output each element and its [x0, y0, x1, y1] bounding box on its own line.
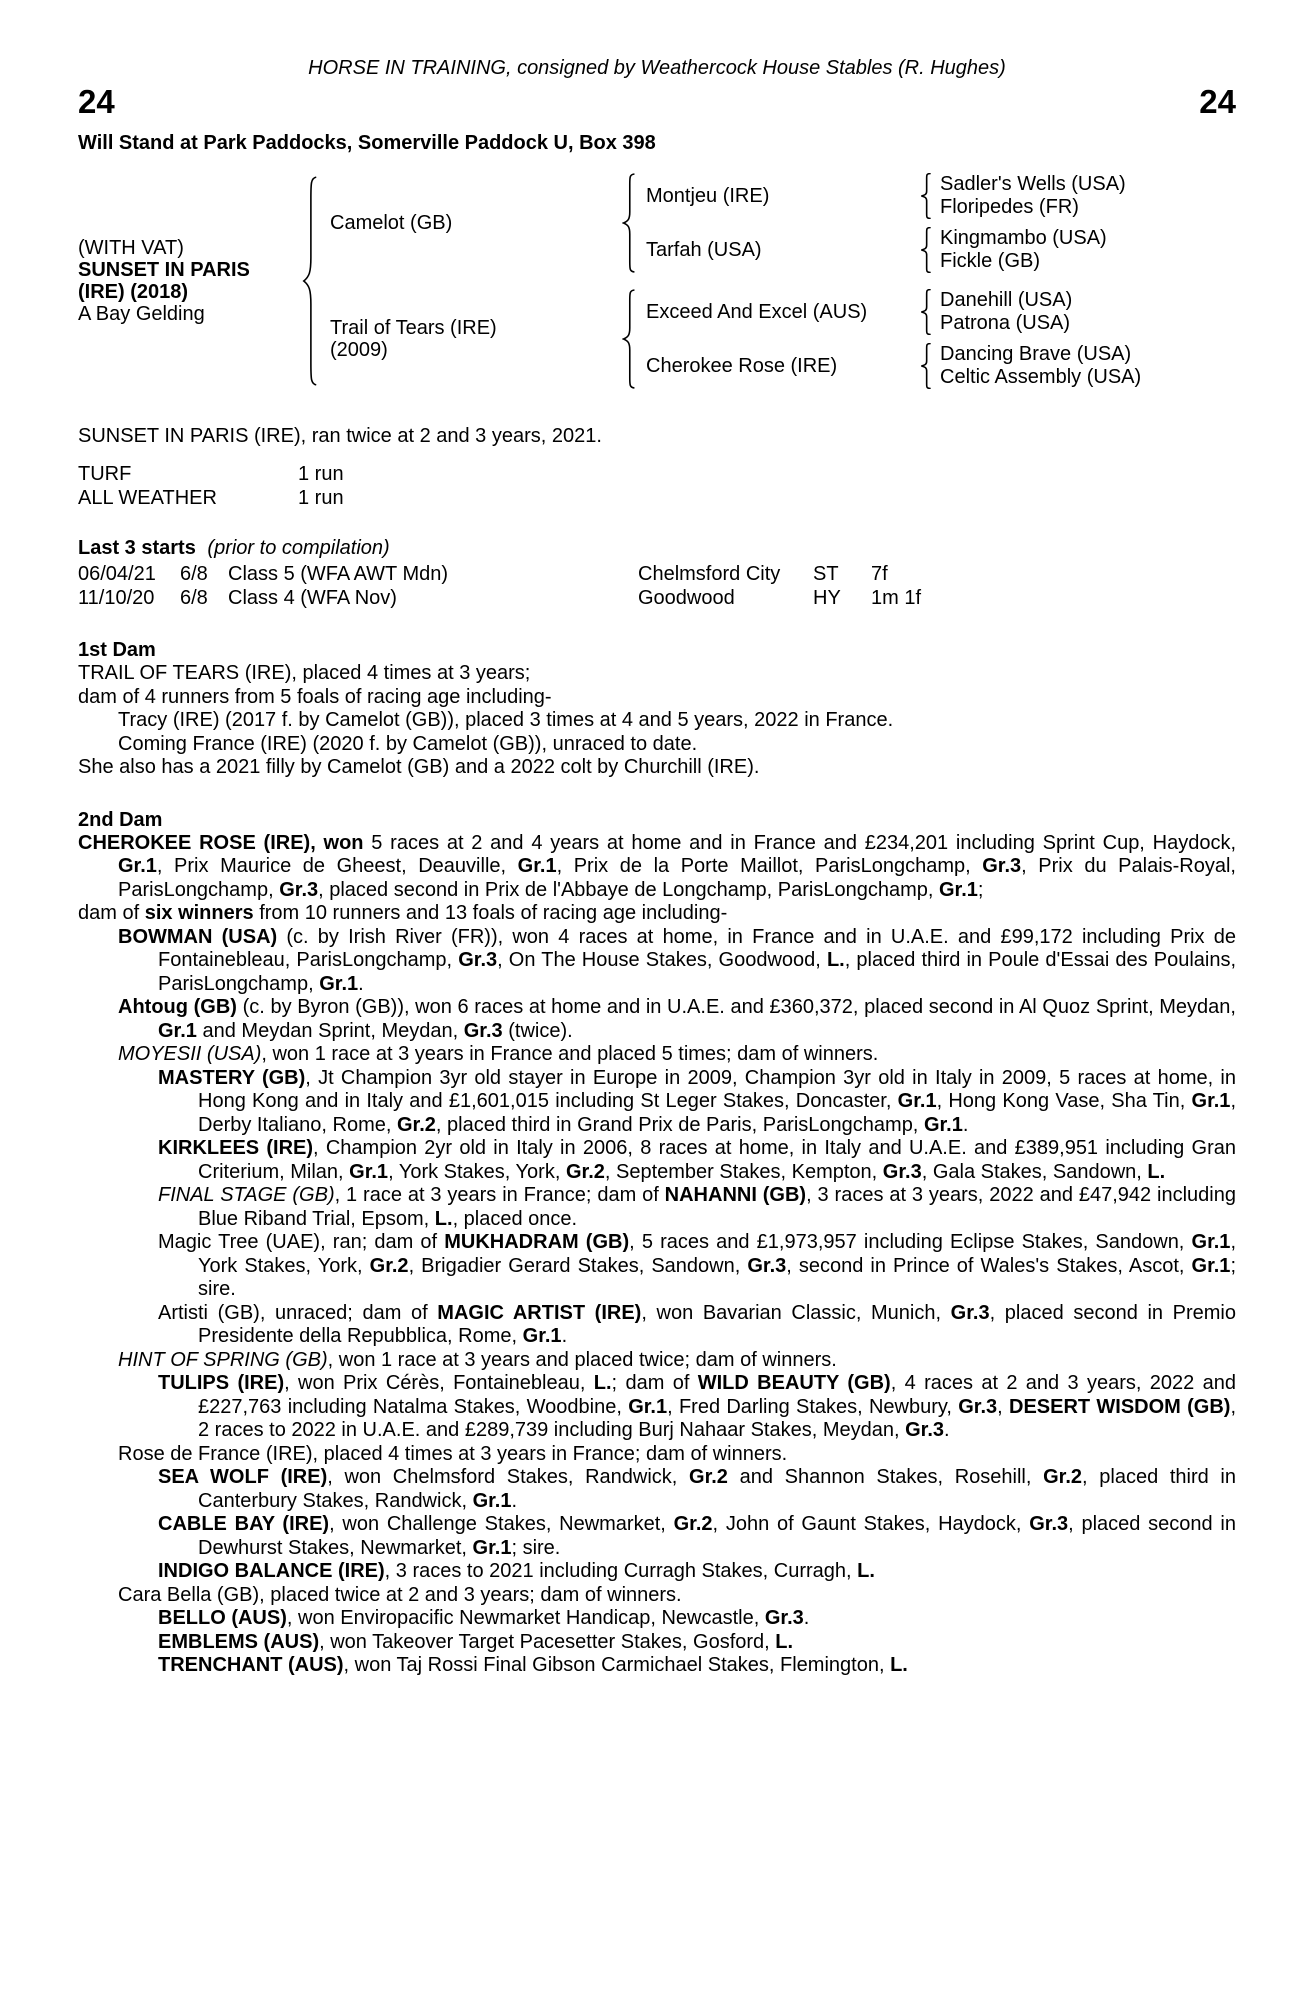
text-segment: Gr.1: [1191, 1254, 1231, 1277]
catalogue-paragraph: [78, 1067, 1236, 1138]
second-dam-paragraphs: [78, 832, 1236, 1678]
dam-sire-branch: [638, 289, 1141, 335]
text-segment: , won Takeover Target Pacesetter Stakes, Gosford,: [319, 1630, 776, 1653]
text-segment: Gr.1: [1191, 1090, 1231, 1113]
ancestor-name: Danehill (USA): [940, 289, 1073, 312]
catalogue-paragraph: [78, 1466, 1236, 1513]
text-segment: Magic Tree (UAE), ran; dam of: [158, 1231, 445, 1254]
horse-description: A Bay Gelding: [78, 303, 205, 326]
sire-sire-name: Montjeu (IRE): [646, 185, 770, 208]
text-segment: , 2 races to 2022 in U.A.E. and £289,739 including Burj Nahaar Stakes, Meydan,: [198, 1395, 1236, 1442]
horse-name: SUNSET IN PARIS: [78, 259, 250, 282]
dam-name: Trail of Tears (IRE) (2009): [330, 317, 497, 362]
text-segment: Artisti (GB), unraced; dam of: [158, 1301, 438, 1324]
text-segment: , 5 races and £1,973,957 including Eclipse Stakes, Sandown,: [629, 1231, 1192, 1254]
catalogue-paragraph: [78, 1631, 1236, 1655]
text-segment: Gr.3: [764, 1607, 804, 1630]
catalogue-paragraph: [78, 686, 1236, 710]
catalogue-paragraph: [78, 756, 1236, 780]
text-segment: L.: [857, 1560, 875, 1583]
start-course: Chelmsford City: [638, 563, 781, 586]
text-segment: .: [561, 1325, 568, 1348]
text-segment: Gr.3: [905, 1419, 945, 1442]
text-segment: DESERT WISDOM (GB): [1009, 1395, 1231, 1418]
catalogue-paragraph: [78, 1372, 1236, 1443]
text-segment: (c. by Byron (GB)), won 6 races at home and in U.A.E. and £360,372, placed second in Al Quoz Sprint, Meydan,: [236, 996, 1236, 1019]
text-segment: NAHANNI (GB): [664, 1184, 807, 1207]
text-segment: Gr.1: [1191, 1231, 1231, 1254]
text-segment: Gr.3: [950, 1301, 990, 1324]
catalogue-paragraph: [78, 1043, 1236, 1067]
pedigree-brace-gen1: [302, 175, 318, 387]
text-segment: , won Enviropacific Newmarket Handicap, Newcastle,: [286, 1607, 765, 1630]
text-segment: Gr.1: [158, 1019, 197, 1042]
text-segment: L.: [890, 1654, 908, 1677]
text-segment: Gr.1: [517, 855, 557, 878]
text-segment: , Jt Champion 3yr old stayer in Europe in 2009, Champion 3yr old in Italy in 2009, 5 races at home, in Hong Kong and in Italy and £1,601,015 including St Leger Stakes, Doncaster,: [198, 1066, 1236, 1113]
sire-branch: [320, 173, 1141, 273]
start-position: 6/8: [180, 587, 208, 610]
dam-dam-branch: [638, 343, 1141, 389]
dam-branch: [320, 289, 1141, 389]
text-segment: .: [358, 972, 364, 995]
start-distance: 1m 1f: [871, 587, 922, 610]
text-segment: , won Taj Rossi Final Gibson Carmichael Stakes, Flemington,: [343, 1654, 891, 1677]
catalogue-paragraph: [78, 1513, 1236, 1560]
ancestor-name: Patrona (USA): [940, 312, 1071, 335]
text-segment: , placed once.: [452, 1207, 578, 1230]
text-segment: L.: [593, 1372, 612, 1395]
text-segment: , second in Prince of Wales's Stakes, Ascot,: [786, 1254, 1192, 1277]
text-segment: and Shannon Stakes, Rosehill,: [727, 1466, 1044, 1489]
text-segment: , Prix de la Porte Maillot, ParisLongchamp,: [556, 855, 983, 878]
text-segment: Cara Bella (GB), placed twice at 2 and 3 years; dam of winners.: [118, 1583, 682, 1606]
text-segment: Gr.3: [458, 949, 498, 972]
text-segment: Gr.1: [939, 878, 978, 901]
ancestor-name: Floripedes (FR): [940, 196, 1079, 219]
text-segment: dam of: [78, 902, 145, 925]
text-segment: 5 races at 2 and 4 years at home and in France and £234,201 including Sprint Cup, Haydock,: [363, 831, 1237, 854]
race-start-row: [78, 586, 1236, 610]
text-segment: , Brigadier Gerard Stakes, Sandown,: [408, 1254, 748, 1277]
text-segment: WILD BEAUTY (GB): [697, 1372, 891, 1395]
catalogue-paragraph: [78, 902, 1236, 926]
start-date: 06/04/21: [78, 563, 156, 586]
horse-info-block: [78, 237, 300, 325]
text-segment: KIRKLEES (IRE): [158, 1137, 314, 1160]
sire-dam-branch: [638, 227, 1126, 273]
text-segment: , September Stakes, Kempton,: [604, 1160, 883, 1183]
start-race: Class 5 (WFA AWT Mdn): [228, 563, 449, 586]
text-segment: Gr.1: [349, 1160, 389, 1183]
last-starts-heading: [78, 536, 1236, 560]
text-segment: MOYESII (USA): [118, 1043, 262, 1066]
text-segment: INDIGO BALANCE (IRE): [158, 1560, 385, 1583]
first-dam-paragraphs: [78, 662, 1236, 780]
text-segment: TRAIL OF TEARS (IRE), placed 4 times at 3 years;: [78, 662, 531, 685]
text-segment: She also has a 2021 filly by Camelot (GB) and a 2022 colt by Churchill (IRE).: [78, 756, 760, 779]
stand-location-line: Will Stand at Park Paddocks, Somerville Paddock U, Box 398: [78, 132, 656, 155]
sire-name: Camelot (GB): [330, 212, 453, 235]
race-record-summary: SUNSET IN PARIS (IRE), ran twice at 2 and 3 years, 2021.: [78, 425, 602, 448]
text-segment: CABLE BAY (IRE): [158, 1513, 330, 1536]
text-segment: , 3 races to 2021 including Curragh Stakes, Curragh,: [384, 1560, 858, 1583]
dam-dam-name: Cherokee Rose (IRE): [646, 355, 838, 378]
text-segment: .: [511, 1489, 518, 1512]
text-segment: Gr.3: [982, 855, 1022, 878]
pedigree-brace-small: [920, 173, 932, 219]
catalogue-paragraph: [78, 926, 1236, 997]
text-segment: , won Chelmsford Stakes, Randwick,: [327, 1466, 690, 1489]
text-segment: L.: [1147, 1160, 1166, 1183]
text-segment: L.: [826, 949, 845, 972]
text-segment: Gr.1: [923, 1113, 963, 1136]
pedigree-generation-2: [320, 173, 1141, 389]
text-segment: EMBLEMS (AUS): [158, 1630, 320, 1653]
text-segment: , won Bavarian Classic, Munich,: [641, 1301, 951, 1324]
text-segment: , placed second in Premio Presidente della Repubblica, Rome,: [198, 1301, 1236, 1348]
ancestor-name: Celtic Assembly (USA): [940, 366, 1142, 389]
text-segment: .: [962, 1113, 969, 1136]
catalogue-paragraph: [78, 1607, 1236, 1631]
catalogue-paragraph: [78, 1137, 1236, 1184]
vat-note: (WITH VAT): [78, 237, 184, 260]
pedigree-tree: [78, 173, 1236, 389]
text-segment: Gr.3: [1029, 1513, 1069, 1536]
start-going: HY: [813, 587, 841, 610]
text-segment: Gr.1: [118, 855, 157, 878]
text-segment: , Prix du Palais-Royal, ParisLongchamp,: [118, 855, 1236, 901]
text-segment: , Derby Italiano, Rome,: [198, 1090, 1236, 1136]
text-segment: ; sire.: [511, 1536, 561, 1559]
text-segment: ; sire.: [198, 1254, 1236, 1301]
text-segment: ;: [977, 878, 984, 901]
surface-label: ALL WEATHER: [78, 487, 217, 510]
text-segment: .: [803, 1607, 810, 1630]
text-segment: , Prix Maurice de Gheest, Deauville,: [156, 855, 518, 878]
text-segment: ,: [997, 1395, 1009, 1418]
text-segment: , placed third in Grand Prix de Paris, ParisLongchamp,: [435, 1113, 924, 1136]
catalogue-paragraph: [78, 709, 1236, 733]
first-dam-heading: 1st Dam: [78, 639, 156, 662]
text-segment: , won 1 race at 3 years in France and placed 5 times; dam of winners.: [261, 1043, 879, 1066]
sire-dam-name: Tarfah (USA): [646, 239, 762, 262]
catalogue-paragraph: [78, 1443, 1236, 1467]
pedigree-brace-small: [920, 343, 932, 389]
catalogue-paragraph: [78, 1584, 1236, 1608]
text-segment: MAGIC ARTIST (IRE): [437, 1301, 642, 1324]
horse-origin-year: (IRE) (2018): [78, 281, 189, 304]
start-date: 11/10/20: [78, 587, 155, 610]
text-segment: (twice).: [502, 1019, 573, 1042]
start-race: Class 4 (WFA Nov): [228, 587, 397, 610]
catalogue-paragraph: [78, 1654, 1236, 1678]
text-segment: , Gala Stakes, Sandown,: [921, 1160, 1148, 1183]
text-segment: , York Stakes, York,: [198, 1231, 1236, 1277]
catalogue-paragraph: [78, 996, 1236, 1043]
text-segment: , John of Gaunt Stakes, Haydock,: [712, 1513, 1030, 1536]
text-segment: Gr.3: [747, 1254, 787, 1277]
second-dam-heading: 2nd Dam: [78, 808, 163, 831]
text-segment: TRENCHANT (AUS): [158, 1654, 344, 1677]
lot-number-left: 24: [78, 83, 115, 120]
sire-sire-branch: [638, 173, 1126, 219]
surface-record-table: [78, 462, 1236, 510]
text-segment: (c. by Irish River (FR)), won 4 races at home, in France and in U.A.E. and £99,172 including Prix de Fontainebleau, ParisLongchamp,: [158, 925, 1236, 972]
text-segment: and Meydan Sprint, Meydan,: [196, 1019, 464, 1042]
text-segment: , Fred Darling Stakes, Newbury,: [667, 1395, 959, 1418]
text-segment: Tracy (IRE) (2017 f. by Camelot (GB)), placed 3 times at 4 and 5 years, 2022 in France.: [118, 709, 894, 732]
text-segment: Gr.3: [279, 878, 319, 901]
text-segment: Gr.2: [673, 1513, 713, 1536]
text-segment: Gr.3: [463, 1019, 503, 1042]
text-segment: six winners: [144, 902, 254, 925]
ancestor-name: Sadler's Wells (USA): [940, 173, 1126, 196]
pedigree-brace-small: [920, 289, 932, 335]
catalogue-paragraph: [78, 1560, 1236, 1584]
catalogue-paragraph: [78, 733, 1236, 757]
text-segment: , Champion 2yr old in Italy in 2006, 8 races at home, in Italy and U.A.E. and £389,951 including Gran Criterium, Milan,: [198, 1137, 1236, 1183]
catalogue-paragraph: [78, 1184, 1236, 1231]
catalogue-paragraph: [78, 662, 1236, 686]
text-segment: Gr.3: [958, 1395, 998, 1418]
text-segment: , 4 races at 2 and 3 years, 2022 and £227,763 including Natalma Stakes, Woodbine,: [198, 1372, 1236, 1418]
text-segment: Gr.1: [522, 1325, 562, 1348]
lot-number-right: 24: [1199, 83, 1236, 120]
text-segment: , placed second in Prix de l'Abbaye de Longchamp, ParisLongchamp,: [318, 878, 939, 901]
text-segment: SEA WOLF (IRE): [158, 1466, 328, 1489]
catalogue-paragraph: [78, 1231, 1236, 1302]
dam-sire-name: Exceed And Excel (AUS): [646, 301, 868, 324]
text-segment: HINT OF SPRING (GB): [118, 1348, 328, 1371]
text-segment: Gr.1: [472, 1536, 512, 1559]
text-segment: , 1 race at 3 years in France; dam of: [334, 1184, 665, 1207]
surface-runs: 1 run: [298, 487, 344, 510]
pedigree-brace-small: [920, 227, 932, 273]
catalogue-paragraph: [78, 1349, 1236, 1373]
text-segment: , On The House Stakes, Goodwood,: [497, 949, 827, 972]
text-segment: Gr.2: [1043, 1466, 1083, 1489]
ancestor-name: Fickle (GB): [940, 250, 1040, 273]
start-going: ST: [813, 563, 839, 586]
ancestor-name: Dancing Brave (USA): [940, 343, 1132, 366]
text-segment: Gr.2: [396, 1113, 436, 1136]
text-segment: FINAL STAGE (GB): [158, 1184, 335, 1207]
pedigree-brace-sire: [622, 173, 636, 273]
text-segment: ; dam of: [611, 1372, 698, 1395]
text-segment: MUKHADRAM (GB): [444, 1231, 630, 1254]
text-segment: L.: [434, 1207, 453, 1230]
consignor-line: HORSE IN TRAINING, consigned by Weathercock House Stables (R. Hughes): [308, 57, 1006, 79]
surface-runs: 1 run: [298, 463, 344, 486]
text-segment: CHEROKEE ROSE (IRE), won: [78, 831, 364, 854]
last-starts-label: Last 3 starts: [78, 537, 196, 560]
text-segment: , won Challenge Stakes, Newmarket,: [329, 1513, 674, 1536]
lot-number-row: [78, 84, 1236, 120]
text-segment: , Hong Kong Vase, Sha Tin,: [936, 1090, 1192, 1113]
text-segment: , placed second in Dewhurst Stakes, Newmarket,: [198, 1513, 1236, 1559]
text-segment: Gr.1: [472, 1489, 512, 1512]
text-segment: , placed third in Poule d'Essai des Poulains, ParisLongchamp,: [158, 949, 1237, 995]
text-segment: Gr.1: [897, 1090, 937, 1113]
text-segment: , York Stakes, York,: [388, 1160, 566, 1183]
text-segment: , placed third in Canterbury Stakes, Randwick,: [198, 1466, 1236, 1512]
text-segment: TULIPS (IRE): [158, 1372, 285, 1395]
text-segment: Rose de France (IRE), placed 4 times at 3 years in France; dam of winners.: [118, 1442, 788, 1465]
text-segment: Gr.2: [369, 1254, 409, 1277]
text-segment: .: [944, 1419, 950, 1442]
text-segment: dam of 4 runners from 5 foals of racing age including-: [78, 685, 552, 708]
text-segment: Gr.1: [319, 972, 359, 995]
start-distance: 7f: [871, 563, 888, 586]
text-segment: Gr.1: [628, 1395, 668, 1418]
last-starts-table: [78, 562, 1236, 610]
text-segment: L.: [775, 1630, 794, 1653]
text-segment: Gr.3: [882, 1160, 922, 1183]
last-starts-note: (prior to compilation): [207, 537, 390, 560]
text-segment: , won 1 race at 3 years and placed twice; dam of winners.: [327, 1348, 837, 1371]
catalogue-paragraph: [78, 832, 1236, 903]
text-segment: , won Prix Cérès, Fontainebleau,: [284, 1372, 594, 1395]
surface-label: TURF: [78, 463, 132, 486]
text-segment: BOWMAN (USA): [118, 925, 278, 948]
text-segment: MASTERY (GB): [158, 1066, 306, 1089]
surface-row: [78, 486, 1236, 510]
race-start-row: [78, 562, 1236, 586]
text-segment: BELLO (AUS): [158, 1607, 287, 1630]
pedigree-brace-dam: [622, 289, 636, 389]
text-segment: Gr.2: [565, 1160, 605, 1183]
text-segment: , 3 races at 3 years, 2022 and £47,942 including Blue Riband Trial, Epsom,: [198, 1184, 1236, 1230]
surface-row: [78, 462, 1236, 486]
catalogue-paragraph: [78, 1302, 1236, 1349]
text-segment: Ahtoug (GB): [118, 996, 237, 1019]
text-segment: Coming France (IRE) (2020 f. by Camelot (GB)), unraced to date.: [118, 732, 698, 755]
start-position: 6/8: [180, 563, 208, 586]
text-segment: Gr.2: [689, 1466, 728, 1489]
ancestor-name: Kingmambo (USA): [940, 227, 1107, 250]
text-segment: from 10 runners and 13 foals of racing age including-: [253, 902, 728, 925]
start-course: Goodwood: [638, 587, 735, 610]
